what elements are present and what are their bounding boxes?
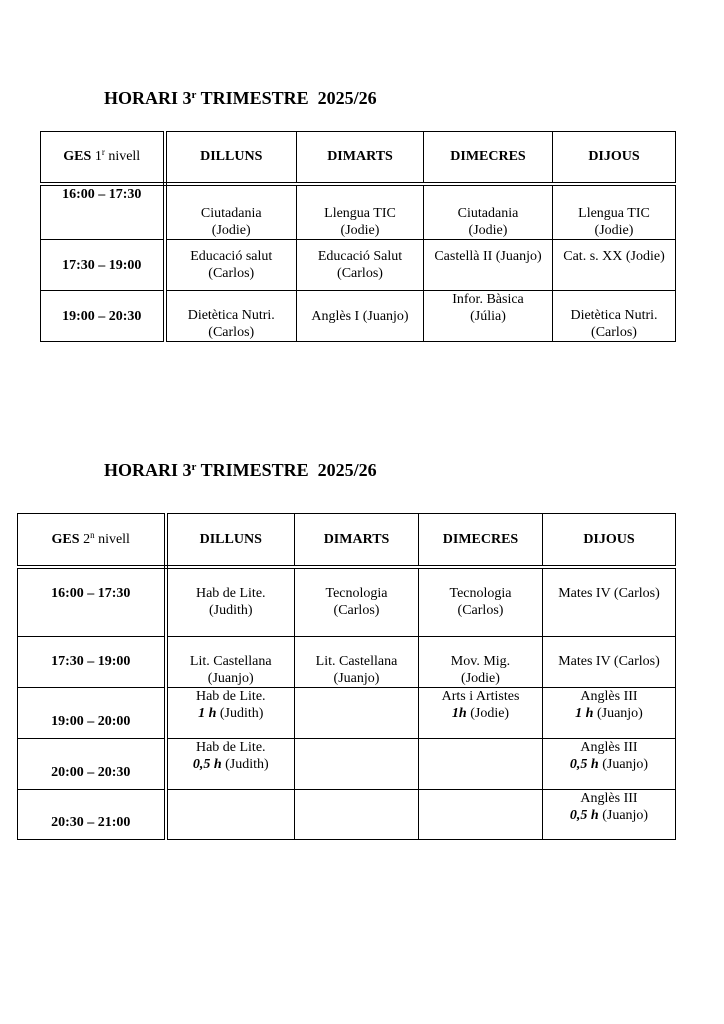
schedule-title-level-1 — [104, 87, 377, 109]
empty-cell — [295, 688, 419, 739]
class-cell: Castellà II (Juanjo) — [424, 240, 553, 291]
class-cell: Hab de Lite. 1 h (Judith) — [166, 688, 295, 739]
header-row — [41, 132, 676, 184]
table-row — [18, 790, 676, 840]
table-row — [18, 567, 676, 637]
class-cell: Llengua TIC (Jodie) — [553, 184, 676, 240]
class-cell: Llengua TIC (Jodie) — [297, 184, 424, 240]
day-header-dijous: DIJOUS — [543, 514, 676, 567]
header-row — [18, 514, 676, 567]
title-text-rest: TRIMESTRE 2025/26 — [196, 460, 377, 480]
class-cell: Mates IV (Carlos) — [543, 567, 676, 637]
day-header-dimecres: DIMECRES — [424, 132, 553, 184]
class-cell: Hab de Lite. 0,5 h (Judith) — [166, 739, 295, 790]
time-slot: 16:00 – 17:30 — [41, 184, 165, 240]
table-row — [41, 240, 676, 291]
day-header-dilluns: DILLUNS — [166, 514, 295, 567]
day-header-dijous: DIJOUS — [553, 132, 676, 184]
class-cell: Lit. Castellana (Juanjo) — [166, 637, 295, 688]
time-slot: 17:30 – 19:00 — [18, 637, 166, 688]
table-row — [18, 688, 676, 739]
class-cell: Dietètica Nutri. (Carlos) — [165, 291, 297, 342]
empty-cell — [419, 790, 543, 840]
class-cell: Infor. Bàsica (Júlia) — [424, 291, 553, 342]
class-cell: Tecnologia (Carlos) — [419, 567, 543, 637]
class-cell: Anglès III 0,5 h (Juanjo) — [543, 739, 676, 790]
title-superscript: r — [191, 89, 197, 101]
class-cell: Anglès I (Juanjo) — [297, 291, 424, 342]
class-cell: Mates IV (Carlos) — [543, 637, 676, 688]
empty-cell — [166, 790, 295, 840]
class-cell: Hab de Lite. (Judith) — [166, 567, 295, 637]
class-cell: Lit. Castellana (Juanjo) — [295, 637, 419, 688]
day-header-dimarts: DIMARTS — [297, 132, 424, 184]
title-superscript: r — [191, 461, 197, 473]
schedule-table-level-2 — [17, 513, 676, 840]
class-cell: Cat. s. XX (Jodie) — [553, 240, 676, 291]
day-header-dilluns: DILLUNS — [165, 132, 297, 184]
title-text: HORARI 3 — [104, 460, 192, 480]
class-cell: Ciutadania (Jodie) — [165, 184, 297, 240]
level-label: GES 2$^n$ nivell — [18, 514, 166, 567]
table-row — [18, 637, 676, 688]
table-row — [41, 291, 676, 342]
day-header-dimarts: DIMARTS — [295, 514, 419, 567]
table-row — [41, 184, 676, 240]
table-row — [18, 739, 676, 790]
class-cell: Educació salut (Carlos) — [165, 240, 297, 291]
day-header-dimecres: DIMECRES — [419, 514, 543, 567]
empty-cell — [295, 739, 419, 790]
time-slot: 19:00 – 20:30 — [41, 291, 165, 342]
class-cell: Mov. Mig. (Jodie) — [419, 637, 543, 688]
class-cell: Educació Salut (Carlos) — [297, 240, 424, 291]
time-slot: 16:00 – 17:30 — [18, 567, 166, 637]
title-text: HORARI 3 — [104, 88, 192, 108]
time-slot: 20:00 – 20:30 — [18, 739, 166, 790]
class-cell: Anglès III 0,5 h (Juanjo) — [543, 790, 676, 840]
class-cell: Arts i Artistes 1h (Jodie) — [419, 688, 543, 739]
level-label: GES 1$^r$ nivell — [41, 132, 165, 184]
schedule-title-level-2 — [104, 459, 377, 481]
empty-cell — [295, 790, 419, 840]
empty-cell — [419, 739, 543, 790]
class-cell: Dietètica Nutri. (Carlos) — [553, 291, 676, 342]
class-cell: Ciutadania (Jodie) — [424, 184, 553, 240]
time-slot: 17:30 – 19:00 — [41, 240, 165, 291]
time-slot: 19:00 – 20:00 — [18, 688, 166, 739]
class-cell: Tecnologia (Carlos) — [295, 567, 419, 637]
class-cell: Anglès III 1 h (Juanjo) — [543, 688, 676, 739]
time-slot: 20:30 – 21:00 — [18, 790, 166, 840]
schedule-table-level-1 — [40, 131, 676, 342]
title-text-rest: TRIMESTRE 2025/26 — [196, 88, 377, 108]
